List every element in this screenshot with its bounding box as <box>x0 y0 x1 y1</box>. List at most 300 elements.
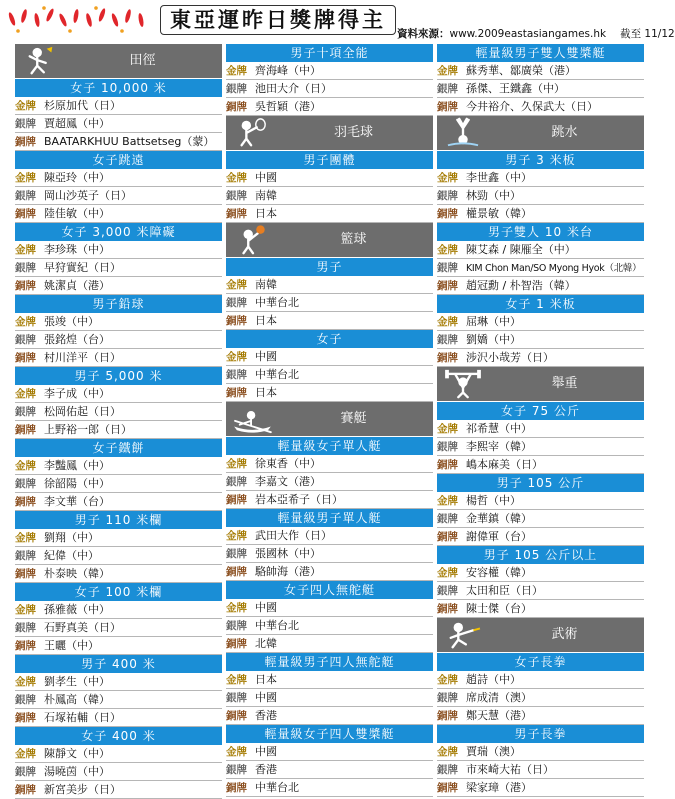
gold-medal-label: 金牌 <box>226 674 247 686</box>
event-title: 女子 <box>226 330 433 348</box>
winner-name: 陸佳敏（中） <box>44 207 110 220</box>
medal-row <box>226 62 433 80</box>
event-title: 女子 10,000 米 <box>15 79 222 97</box>
event-title: 男子長拳 <box>437 725 644 743</box>
winner-name: 楊哲（中） <box>466 494 521 507</box>
winner-name: 劉嬌（中） <box>466 333 521 346</box>
winner-name: 日本 <box>255 386 277 399</box>
medal-row <box>15 475 222 493</box>
winner-name: 林勁（中） <box>466 189 521 202</box>
winner-name: 賈超鳳（中） <box>44 117 110 130</box>
medal-row <box>226 80 433 98</box>
bronze-medal-label: 銅牌 <box>15 712 36 724</box>
medal-row <box>437 62 644 80</box>
source-label: 資料來源： <box>397 28 450 40</box>
source-line <box>397 26 675 41</box>
event-title: 男子 105 公斤 <box>437 474 644 492</box>
silver-medal-label: 銀牌 <box>15 694 36 706</box>
winner-name: 王曬（中） <box>44 639 99 652</box>
event-title: 男子 <box>226 258 433 276</box>
bronze-medal-label: 銅牌 <box>15 352 36 364</box>
results-column-3 <box>437 44 644 797</box>
medal-row <box>437 510 644 528</box>
medal-row <box>15 259 222 277</box>
medal-row <box>437 600 644 618</box>
winner-name: 張銘煌（台） <box>44 333 110 346</box>
gold-medal-label: 金牌 <box>226 279 247 291</box>
gold-medal-label: 金牌 <box>15 100 36 112</box>
winner-name: 村川洋平（日） <box>44 351 121 364</box>
event-title: 男子 105 公斤以上 <box>437 546 644 564</box>
bronze-medal-label: 銅牌 <box>437 459 458 471</box>
medal-row <box>437 259 644 277</box>
winner-name: 香港 <box>255 709 277 722</box>
bronze-medal-label: 銅牌 <box>15 280 36 292</box>
silver-medal-label: 銀牌 <box>226 692 247 704</box>
event-title: 女子 3,000 米障礙 <box>15 223 222 241</box>
badminton-mascot-icon <box>230 117 274 149</box>
medal-row <box>15 691 222 709</box>
gold-medal-label: 金牌 <box>226 746 247 758</box>
winner-name: 屈琳（中） <box>466 315 521 328</box>
winner-name: 太田和臣（日） <box>466 584 543 597</box>
silver-medal-label: 銀牌 <box>15 190 36 202</box>
medal-row <box>15 781 222 799</box>
event-title: 女子 75 公斤 <box>437 402 644 420</box>
gold-medal-label: 金牌 <box>437 172 458 184</box>
silver-medal-label: 銀牌 <box>437 190 458 202</box>
medal-row <box>437 205 644 223</box>
silver-medal-label: 銀牌 <box>15 622 36 634</box>
winner-name: 中華台北 <box>255 781 299 794</box>
medal-row <box>437 456 644 474</box>
winner-name: 松岡佑起（日） <box>44 405 121 418</box>
wushu-mascot-icon <box>441 619 485 651</box>
sport-section-header <box>226 223 433 257</box>
winner-name: 南韓 <box>255 278 277 291</box>
gold-medal-label: 金牌 <box>15 676 36 688</box>
winner-name: 李熙宰（韓） <box>466 440 532 453</box>
medal-row <box>437 761 644 779</box>
silver-medal-label: 銀牌 <box>437 83 458 95</box>
medal-row <box>437 80 644 98</box>
sport-section-header <box>226 116 433 150</box>
medal-row <box>437 313 644 331</box>
winner-name: 陳士傑（台） <box>466 602 532 615</box>
results-column-1 <box>15 44 222 799</box>
medal-row <box>15 745 222 763</box>
winner-name: 賈瑞（澳） <box>466 745 521 758</box>
winner-name: 趙詩（中） <box>466 673 521 686</box>
event-title: 女子四人無舵艇 <box>226 581 433 599</box>
winner-name: 駱帥海（港） <box>255 565 321 578</box>
medal-row <box>15 385 222 403</box>
winner-name: 李子成（中） <box>44 387 110 400</box>
medal-row <box>437 277 644 295</box>
medal-row <box>437 492 644 510</box>
winner-name: 徐東香（中） <box>255 457 321 470</box>
winner-name: 金華鎮（韓） <box>466 512 532 525</box>
gold-medal-label: 金牌 <box>15 748 36 760</box>
basketball-mascot-icon <box>230 224 274 256</box>
bronze-medal-label: 銅牌 <box>226 208 247 220</box>
winner-name: KIM Chon Man/SO Myong Hyok（北韓） <box>466 263 642 274</box>
silver-medal-label: 銀牌 <box>226 190 247 202</box>
medal-row <box>437 331 644 349</box>
event-title: 男子 400 米 <box>15 655 222 673</box>
winner-name: 早狩實紀（日） <box>44 261 121 274</box>
gold-medal-label: 金牌 <box>437 65 458 77</box>
event-title: 輕量級女子單人艇 <box>226 437 433 455</box>
winner-name: 中國 <box>255 171 277 184</box>
silver-medal-label: 銀牌 <box>437 513 458 525</box>
winner-name: 紀偉（中） <box>44 549 99 562</box>
gold-medal-label: 金牌 <box>15 604 36 616</box>
medal-row <box>437 438 644 456</box>
event-title: 女子長拳 <box>437 653 644 671</box>
medal-row <box>15 349 222 367</box>
gold-medal-label: 金牌 <box>437 567 458 579</box>
medal-row <box>226 348 433 366</box>
medal-row <box>15 277 222 295</box>
medal-row <box>15 205 222 223</box>
bronze-medal-label: 銅牌 <box>437 208 458 220</box>
festive-banner-decoration <box>0 0 150 38</box>
silver-medal-label: 銀牌 <box>437 764 458 776</box>
athletics-mascot-icon <box>19 45 63 77</box>
medal-row <box>15 601 222 619</box>
medal-row <box>15 403 222 421</box>
gold-medal-label: 金牌 <box>437 746 458 758</box>
winner-name: 孫傑、王鐵鑫（中） <box>466 82 565 95</box>
sport-section-header <box>437 116 644 150</box>
silver-medal-label: 銀牌 <box>15 406 36 418</box>
winner-name: 嶋本麻美（日） <box>466 458 543 471</box>
gold-medal-label: 金牌 <box>437 674 458 686</box>
medal-row <box>437 689 644 707</box>
gold-medal-label: 金牌 <box>15 316 36 328</box>
medal-row <box>226 312 433 330</box>
bronze-medal-label: 銅牌 <box>226 638 247 650</box>
silver-medal-label: 銀牌 <box>15 118 36 130</box>
silver-medal-label: 銀牌 <box>15 478 36 490</box>
event-title: 男子團體 <box>226 151 433 169</box>
winner-name: 中華台北 <box>255 296 299 309</box>
source-url: www.2009eastasiangames.hk <box>449 28 607 40</box>
sport-section-header <box>437 367 644 401</box>
winner-name: 岡山沙英子（日） <box>44 189 132 202</box>
winner-name: 李世鑫（中） <box>466 171 532 184</box>
winner-name: 徐韶陽（中） <box>44 477 110 490</box>
medal-row <box>15 529 222 547</box>
medal-row <box>226 276 433 294</box>
medal-row <box>437 564 644 582</box>
bronze-medal-label: 銅牌 <box>15 424 36 436</box>
sport-title: 籃球 <box>340 232 367 247</box>
silver-medal-label: 銀牌 <box>15 766 36 778</box>
winner-name: 朴泰映（韓） <box>44 567 110 580</box>
silver-medal-label: 銀牌 <box>226 369 247 381</box>
winner-name: 中華台北 <box>255 619 299 632</box>
page-title: 東亞運昨日獎牌得主 <box>160 5 396 35</box>
bronze-medal-label: 銅牌 <box>437 352 458 364</box>
winner-name: 劉孝生（中） <box>44 675 110 688</box>
gold-medal-label: 金牌 <box>15 172 36 184</box>
winner-name: 日本 <box>255 673 277 686</box>
medal-row <box>15 457 222 475</box>
winner-name: 市來崎大祐（日） <box>466 763 554 776</box>
event-title: 男子 110 米欄 <box>15 511 222 529</box>
gold-medal-label: 金牌 <box>226 65 247 77</box>
medal-row <box>226 491 433 509</box>
silver-medal-label: 銀牌 <box>226 83 247 95</box>
medal-row <box>226 473 433 491</box>
winner-name: 李豔鳳（中） <box>44 459 110 472</box>
medal-row <box>226 527 433 545</box>
bronze-medal-label: 銅牌 <box>15 640 36 652</box>
medal-row <box>226 635 433 653</box>
bronze-medal-label: 銅牌 <box>15 568 36 580</box>
bronze-medal-label: 銅牌 <box>15 208 36 220</box>
sport-title: 田徑 <box>129 53 156 68</box>
medal-row <box>15 547 222 565</box>
bronze-medal-label: 銅牌 <box>15 784 36 796</box>
event-title: 男子鉛球 <box>15 295 222 313</box>
gold-medal-label: 金牌 <box>437 495 458 507</box>
silver-medal-label: 銀牌 <box>437 441 458 453</box>
winner-name: 中國 <box>255 350 277 363</box>
medal-row <box>226 545 433 563</box>
bronze-medal-label: 銅牌 <box>437 101 458 113</box>
gold-medal-label: 金牌 <box>226 530 247 542</box>
medal-row <box>437 169 644 187</box>
winner-name: 齊海峰（中） <box>255 64 321 77</box>
medal-row <box>15 115 222 133</box>
winner-name: 杉原加代（日） <box>44 99 121 112</box>
medal-row <box>15 565 222 583</box>
winner-name: 陳靜文（中） <box>44 747 110 760</box>
winner-name: 梁家璋（港） <box>466 781 532 794</box>
winner-name: 劉翔（中） <box>44 531 99 544</box>
winner-name: 中華台北 <box>255 368 299 381</box>
header <box>0 0 675 42</box>
event-title: 女子 1 米板 <box>437 295 644 313</box>
medal-row <box>15 709 222 727</box>
silver-medal-label: 銀牌 <box>437 262 458 274</box>
medal-row <box>226 743 433 761</box>
bronze-medal-label: 銅牌 <box>437 531 458 543</box>
sport-section-header <box>15 44 222 78</box>
event-title: 女子 100 米欄 <box>15 583 222 601</box>
medal-row <box>226 294 433 312</box>
gold-medal-label: 金牌 <box>437 423 458 435</box>
medal-row <box>437 671 644 689</box>
gold-medal-label: 金牌 <box>15 388 36 400</box>
event-title: 女子跳遠 <box>15 151 222 169</box>
winner-name: 上野裕一郎（日） <box>44 423 132 436</box>
bronze-medal-label: 銅牌 <box>437 280 458 292</box>
event-title: 男子 3 米板 <box>437 151 644 169</box>
gold-medal-label: 金牌 <box>437 316 458 328</box>
medal-row <box>226 187 433 205</box>
winner-name: 池田大介（日） <box>255 82 332 95</box>
winner-name: 朴鳳高（韓） <box>44 693 110 706</box>
event-title: 女子鐵餅 <box>15 439 222 457</box>
winner-name: 李文華（台） <box>44 495 110 508</box>
event-title: 男子 5,000 米 <box>15 367 222 385</box>
medal-row <box>226 98 433 116</box>
event-title: 輕量級女子四人雙槳艇 <box>226 725 433 743</box>
gold-medal-label: 金牌 <box>15 244 36 256</box>
medal-row <box>15 169 222 187</box>
medal-row <box>437 528 644 546</box>
results-column-2 <box>226 44 433 797</box>
winner-name: 涉沢小哉芳（日） <box>466 351 554 364</box>
as-of-date: 截至 11/12 <box>620 28 675 40</box>
winner-name: 姚潔貞（港） <box>44 279 110 292</box>
winner-name: 陳亞玲（中） <box>44 171 110 184</box>
winner-name: 吳哲穎（港） <box>255 100 321 113</box>
gold-medal-label: 金牌 <box>437 244 458 256</box>
winner-name: 中國 <box>255 745 277 758</box>
winner-name: 張竣（中） <box>44 315 99 328</box>
medal-row <box>437 707 644 725</box>
event-title: 輕量級男子雙人雙槳艇 <box>437 44 644 62</box>
medal-row <box>226 779 433 797</box>
medal-row <box>15 493 222 511</box>
silver-medal-label: 銀牌 <box>15 262 36 274</box>
winner-name: 武田大作（日） <box>255 529 332 542</box>
silver-medal-label: 銀牌 <box>437 585 458 597</box>
silver-medal-label: 銀牌 <box>15 334 36 346</box>
silver-medal-label: 銀牌 <box>437 334 458 346</box>
bronze-medal-label: 銅牌 <box>15 136 36 148</box>
medal-row <box>226 761 433 779</box>
winner-name: 湯曉茵（中） <box>44 765 110 778</box>
winner-name: 日本 <box>255 314 277 327</box>
winner-name: BAATARKHUU Battsetseg（蒙） <box>44 135 215 148</box>
medal-row <box>15 637 222 655</box>
medal-row <box>226 707 433 725</box>
winner-name: 孫雅薇（中） <box>44 603 110 616</box>
medal-row <box>437 98 644 116</box>
bronze-medal-label: 銅牌 <box>226 315 247 327</box>
medal-row <box>437 349 644 367</box>
gold-medal-label: 金牌 <box>15 532 36 544</box>
winner-name: 權景敏（韓） <box>466 207 532 220</box>
medal-row <box>226 689 433 707</box>
winner-name: 鄭天慧（港） <box>466 709 532 722</box>
medal-row <box>437 187 644 205</box>
medal-row <box>15 619 222 637</box>
medal-row <box>226 205 433 223</box>
bronze-medal-label: 銅牌 <box>226 494 247 506</box>
winner-name: 蘇秀華、鄒廣榮（港） <box>466 64 576 77</box>
winner-name: 祁希慧（中） <box>466 422 532 435</box>
medal-row <box>226 366 433 384</box>
bronze-medal-label: 銅牌 <box>226 710 247 722</box>
event-title: 輕量級男子四人無舵艇 <box>226 653 433 671</box>
winner-name: 日本 <box>255 207 277 220</box>
winner-name: 李嘉文（港） <box>255 475 321 488</box>
bronze-medal-label: 銅牌 <box>226 387 247 399</box>
medal-row <box>226 617 433 635</box>
winner-name: 北韓 <box>255 637 277 650</box>
sport-title: 舉重 <box>551 376 578 391</box>
medal-row <box>15 241 222 259</box>
medal-row <box>437 779 644 797</box>
bronze-medal-label: 銅牌 <box>226 101 247 113</box>
medal-row <box>15 133 222 151</box>
sport-title: 賽艇 <box>340 411 367 426</box>
gold-medal-label: 金牌 <box>226 172 247 184</box>
medal-row <box>15 421 222 439</box>
medal-row <box>15 331 222 349</box>
event-title: 輕量級男子單人艇 <box>226 509 433 527</box>
winner-name: 南韓 <box>255 189 277 202</box>
event-title: 男子雙人 10 米台 <box>437 223 644 241</box>
winner-name: 張國林（中） <box>255 547 321 560</box>
event-title: 女子 400 米 <box>15 727 222 745</box>
winner-name: 安容權（韓） <box>466 566 532 579</box>
silver-medal-label: 銀牌 <box>226 548 247 560</box>
bronze-medal-label: 銅牌 <box>226 782 247 794</box>
medal-row <box>226 169 433 187</box>
medal-row <box>15 97 222 115</box>
medal-row <box>437 743 644 761</box>
winner-name: 趙冠勳 / 朴智浩（韓） <box>466 279 576 292</box>
winner-name: 香港 <box>255 763 277 776</box>
silver-medal-label: 銀牌 <box>226 297 247 309</box>
medal-row <box>437 420 644 438</box>
winner-name: 謝偉軍（台） <box>466 530 532 543</box>
winner-name: 石野真美（日） <box>44 621 121 634</box>
medal-row <box>226 563 433 581</box>
diving-mascot-icon <box>441 117 485 149</box>
sport-title: 羽毛球 <box>333 125 373 140</box>
bronze-medal-label: 銅牌 <box>15 496 36 508</box>
medal-row <box>226 384 433 402</box>
winner-name: 石塚祐輔（日） <box>44 711 121 724</box>
medal-row <box>226 671 433 689</box>
event-title: 男子十項全能 <box>226 44 433 62</box>
bronze-medal-label: 銅牌 <box>437 603 458 615</box>
weightlifting-mascot-icon <box>441 368 485 400</box>
sport-title: 跳水 <box>551 125 578 140</box>
sport-section-header <box>437 618 644 652</box>
silver-medal-label: 銀牌 <box>226 476 247 488</box>
silver-medal-label: 銀牌 <box>226 764 247 776</box>
medal-row <box>15 187 222 205</box>
gold-medal-label: 金牌 <box>226 351 247 363</box>
medal-row <box>226 455 433 473</box>
bronze-medal-label: 銅牌 <box>437 782 458 794</box>
medal-row <box>15 313 222 331</box>
medal-row <box>226 599 433 617</box>
winner-name: 李珍珠（中） <box>44 243 110 256</box>
bronze-medal-label: 銅牌 <box>226 566 247 578</box>
medal-row <box>15 673 222 691</box>
silver-medal-label: 銀牌 <box>15 550 36 562</box>
gold-medal-label: 金牌 <box>226 602 247 614</box>
medal-row <box>15 763 222 781</box>
bronze-medal-label: 銅牌 <box>437 710 458 722</box>
winner-name: 中國 <box>255 601 277 614</box>
gold-medal-label: 金牌 <box>15 460 36 472</box>
rowing-mascot-icon <box>230 403 274 435</box>
winner-name: 陳艾森 / 陳雁全（中） <box>466 243 576 256</box>
winner-name: 今井裕介、久保武大（日） <box>466 100 598 113</box>
